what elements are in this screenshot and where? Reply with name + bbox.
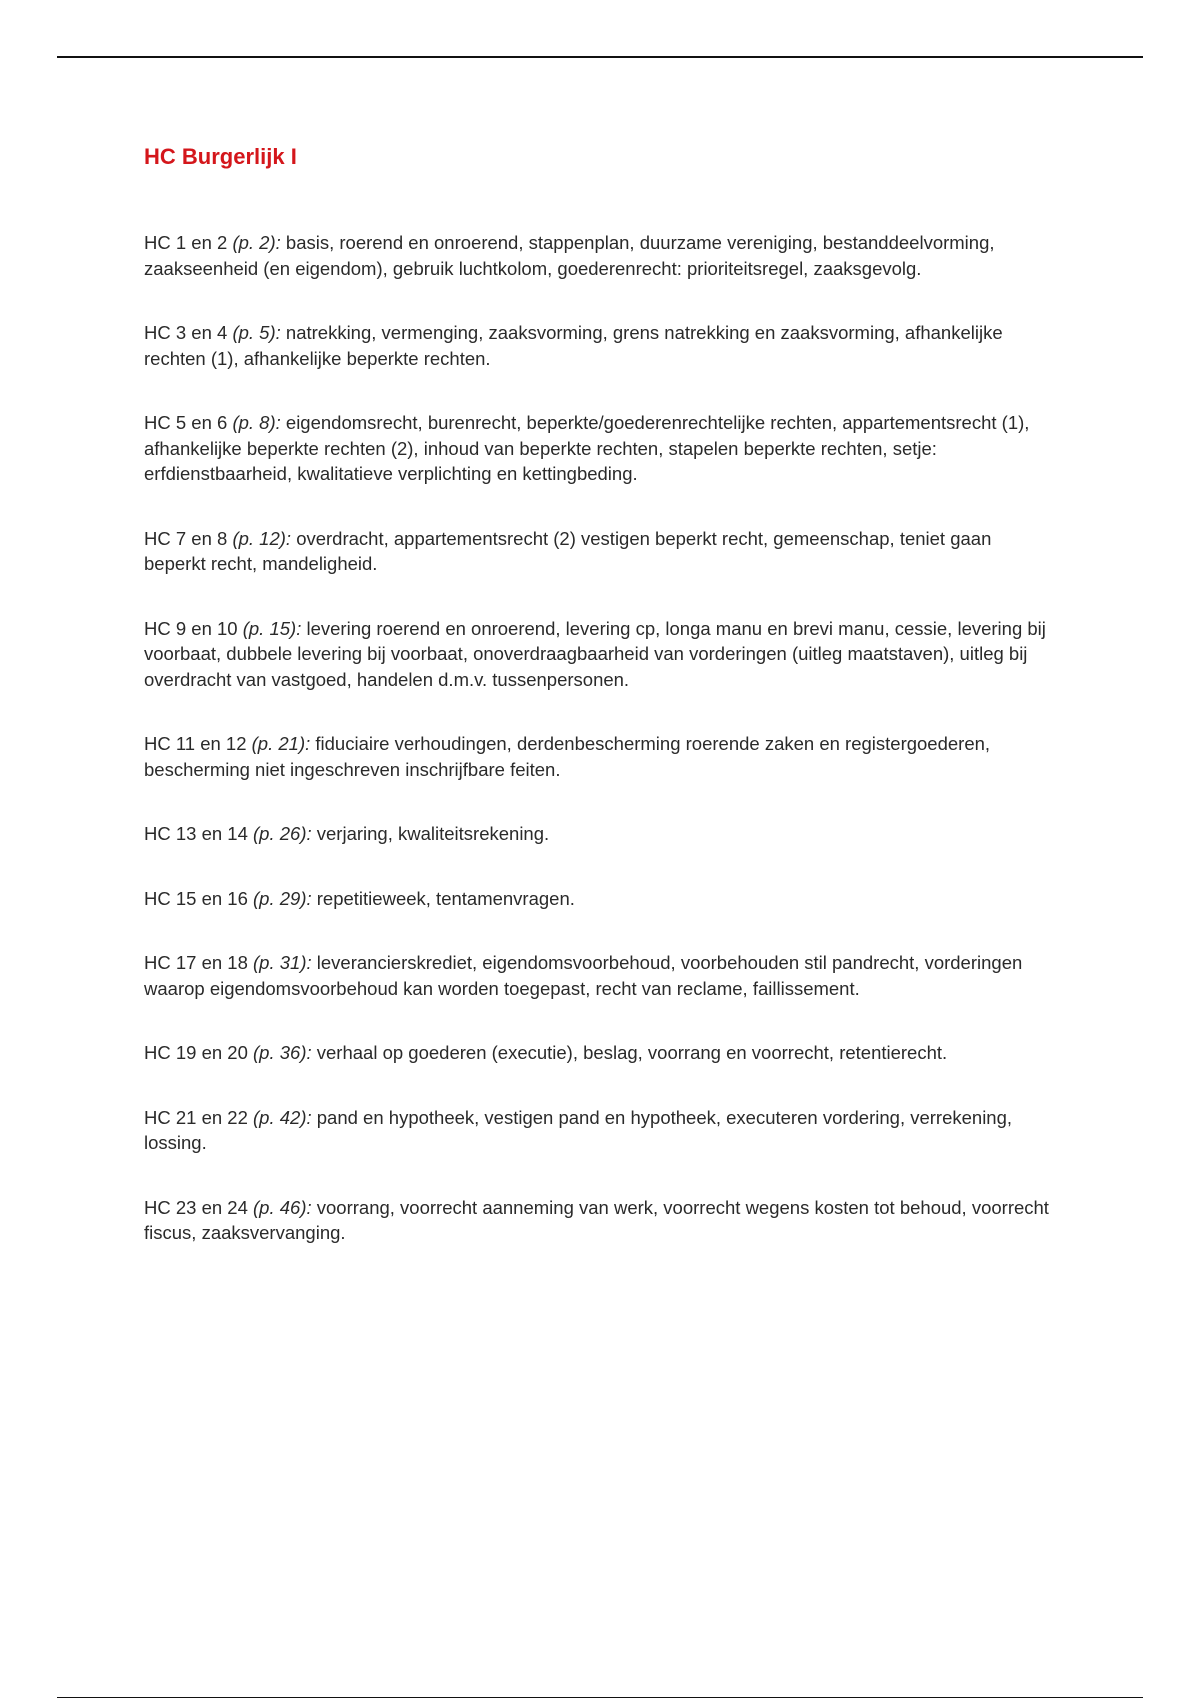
entry-page-ref: (p. 12): <box>232 527 292 549</box>
entry-heading: HC 9 en 10 <box>144 617 238 639</box>
entry-heading: HC 15 en 16 <box>144 887 248 909</box>
entry-page-ref: (p. 21): <box>251 733 311 754</box>
entry-page-ref: (p. 31): <box>253 952 312 973</box>
lecture-entry <box>144 616 1054 693</box>
entry-page-ref: (p. 26): <box>253 823 312 844</box>
entry-topics: verjaring, kwaliteitsrekening. <box>316 823 550 844</box>
lecture-entry <box>144 1105 1054 1156</box>
entry-page-ref: (p. 36): <box>253 1042 312 1063</box>
lecture-list <box>144 230 1054 1285</box>
entry-heading: HC 13 en 14 <box>144 823 248 844</box>
entry-page-ref: (p. 42): <box>253 1106 312 1128</box>
lecture-entry <box>144 821 1054 847</box>
entry-topics: basis, roerend en onroerend, stappenplan, duurzame vereniging, bestanddeelvorming, zaakseenheid (en eigendom), gebruik luchtkolom, goederenrecht: prioriteitsregel, zaaksgevolg. <box>144 232 995 279</box>
entry-heading: HC 23 en 24 <box>144 1196 248 1218</box>
entry-page-ref: (p. 29): <box>253 887 312 909</box>
entry-topics: leverancierskrediet, eigendomsvoorbehoud, voorbehouden stil pandrecht, vorderingen waarop eigendomsvoorbehoud kan worden toegepast, recht van reclame, faillissement. <box>144 952 1023 999</box>
entry-topics: levering roerend en onroerend, levering cp, longa manu en brevi manu, cessie, levering bij voorbaat, dubbele levering bij voorbaat, onoverdraagbaarheid van vorderingen (uitleg maatstaven), uitleg bij overdracht van vastgoed, handelen d.m.v. tussenpersonen. <box>144 617 1046 690</box>
entry-topics: repetitieweek, tentamenvragen. <box>316 887 575 909</box>
entry-heading: HC 21 en 22 <box>144 1106 248 1128</box>
entry-page-ref: (p. 15): <box>242 617 302 639</box>
lecture-entry <box>144 1040 1054 1066</box>
entry-heading: HC 5 en 6 <box>144 412 228 433</box>
document-title: HC Burgerlijk I <box>144 144 297 169</box>
entry-heading: HC 7 en 8 <box>144 527 228 549</box>
lecture-entry <box>144 1195 1054 1246</box>
entry-page-ref: (p. 8): <box>232 412 281 433</box>
entry-topics: natrekking, vermenging, zaaksvorming, grens natrekking en zaaksvorming, afhankelijke rechten (1), afhankelijke beperkte rechten. <box>144 322 1003 369</box>
entry-heading: HC 17 en 18 <box>144 952 248 973</box>
footer-rule <box>57 1697 1143 1698</box>
entry-topics: overdracht, appartementsrecht (2) vestigen beperkt recht, gemeenschap, teniet gaan beperkt recht, mandeligheid. <box>144 527 992 574</box>
entry-page-ref: (p. 2): <box>232 232 281 253</box>
entry-heading: HC 1 en 2 <box>144 232 228 253</box>
lecture-entry <box>144 230 1054 281</box>
lecture-entry <box>144 731 1054 782</box>
lecture-entry <box>144 886 1054 912</box>
entry-topics: voorrang, voorrecht aanneming van werk, voorrecht wegens kosten tot behoud, voorrecht fiscus, zaaksvervanging. <box>144 1196 1049 1243</box>
lecture-entry <box>144 320 1054 371</box>
entry-topics: fiduciaire verhoudingen, derdenbescherming roerende zaken en registergoederen, bescherming niet ingeschreven inschrijfbare feiten. <box>144 733 991 780</box>
header-rule <box>57 56 1143 58</box>
entry-heading: HC 3 en 4 <box>144 322 228 343</box>
entry-topics: pand en hypotheek, vestigen pand en hypotheek, executeren vordering, verrekening, lossing. <box>144 1106 1013 1153</box>
entry-page-ref: (p. 46): <box>253 1196 312 1218</box>
lecture-entry <box>144 950 1054 1001</box>
entry-topics: verhaal op goederen (executie), beslag, voorrang en voorrecht, retentierecht. <box>316 1042 948 1063</box>
entry-heading: HC 11 en 12 <box>144 733 247 754</box>
lecture-entry <box>144 526 1054 577</box>
entry-heading: HC 19 en 20 <box>144 1042 248 1063</box>
lecture-entry <box>144 410 1054 487</box>
entry-page-ref: (p. 5): <box>232 322 281 343</box>
entry-topics: eigendomsrecht, burenrecht, beperkte/goederenrechtelijke rechten, appartementsrecht (1), afhankelijke beperkte rechten (2), inhoud van beperkte rechten, stapelen beperkte rechten, setje: erfdienstbaarheid, kwalitatieve verplichting en kettingbeding. <box>144 412 1030 484</box>
